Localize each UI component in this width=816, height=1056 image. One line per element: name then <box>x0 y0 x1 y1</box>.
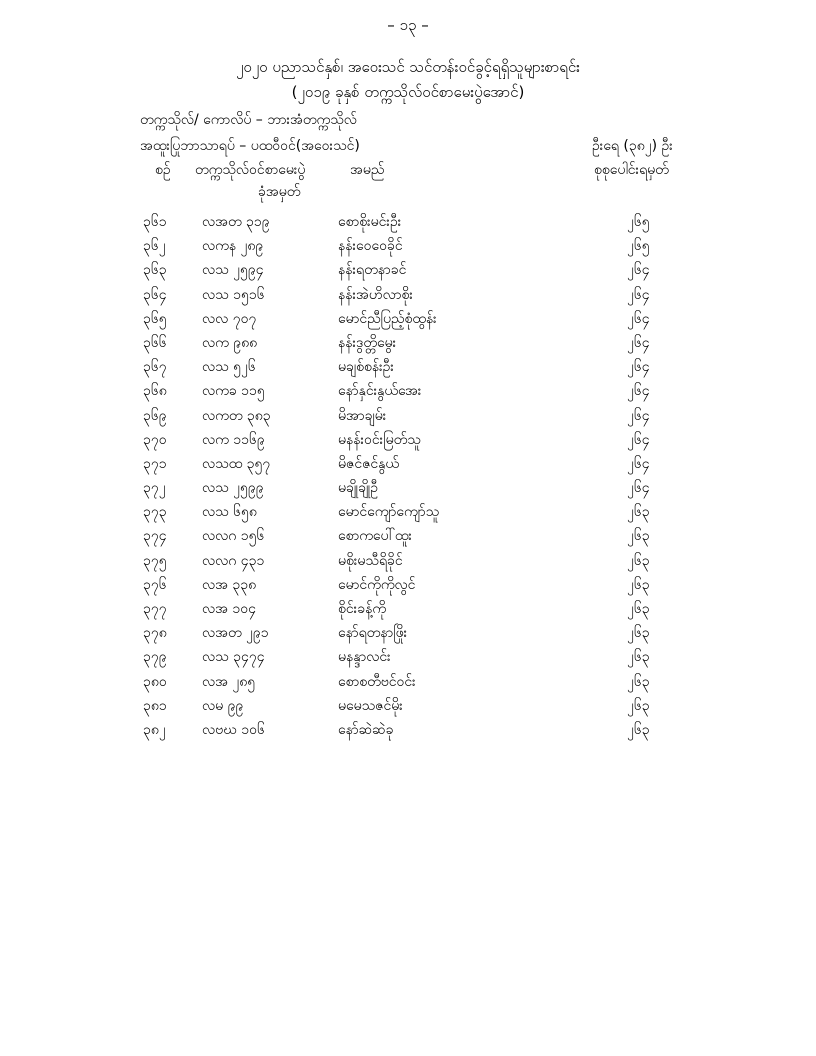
table-row <box>0 357 816 381</box>
header-serial: စဉ် <box>155 162 171 178</box>
row-roll-number: လလဂ ၄၃၁ <box>202 552 265 569</box>
row-score: ၂၆၄ <box>627 334 650 351</box>
table-row <box>0 551 816 575</box>
row-name: မောင်ကျော်ကျော်သူ <box>338 504 440 521</box>
row-serial: ၃၆၉ <box>143 407 167 424</box>
row-roll-number: လက ၉၈၈ <box>202 334 258 351</box>
row-name: မိဇင်ဇင်နွယ် <box>338 455 400 472</box>
row-name: နန်းရတနာခင် <box>338 262 407 279</box>
row-roll-number: လသ ၅၂၆ <box>202 359 256 376</box>
row-serial: ၃၇၇ <box>143 601 167 617</box>
row-serial: ၃၆၃ <box>143 262 167 279</box>
row-name: နော်ရတနာဖြိုး <box>338 625 408 642</box>
row-score: ၂၆၄ <box>627 431 650 448</box>
table-row <box>0 381 816 405</box>
row-score: ၂၆၄ <box>627 407 650 424</box>
row-name: စောစိုးမင်းဦး <box>338 214 402 230</box>
department-line: အထူးပြုဘာသာရပ် – ပထဝီဝင်(အဝေးသင်) <box>140 138 360 154</box>
row-score: ၂၆၃ <box>627 673 650 690</box>
row-roll-number: လကတ ၃၈၃ <box>202 407 271 424</box>
row-roll-number: လလ ၇၀၇ <box>202 310 257 327</box>
row-serial: ၃၆၁ <box>143 214 167 230</box>
row-roll-number: လသ ၂၅၉၉ <box>202 480 264 497</box>
results-list <box>0 212 816 744</box>
table-row <box>0 236 816 260</box>
row-serial: ၃၇၈ <box>143 625 167 642</box>
row-serial: ၃၇၀ <box>143 431 167 448</box>
document-subtitle: (၂၀၁၉ ခုနှစ် တက္ကသိုလ်ဝင်စာမေးပွဲအောင်) <box>291 83 525 101</box>
table-row <box>0 285 816 309</box>
row-name: နော်ဆဲဆဲခု <box>338 721 394 738</box>
row-serial: ၃၆၈ <box>143 383 167 400</box>
row-score: ၂၆၃ <box>627 576 650 593</box>
row-serial: ၃၆၅ <box>143 310 167 327</box>
row-serial: ၃၇၂ <box>143 480 166 497</box>
row-roll-number: လအတ ၃၁၉ <box>202 214 270 230</box>
row-serial: ၃၆၄ <box>143 286 167 303</box>
page-number: – ၁၃ – <box>387 16 429 34</box>
row-serial: ၃၆၂ <box>143 238 166 255</box>
row-serial: ၃၆၆ <box>143 334 167 351</box>
row-roll-number: လသ ၃၄၇၄ <box>202 649 265 666</box>
row-name: နော်နှင်းနွယ်အေး <box>338 383 422 400</box>
row-score: ၂၆၄ <box>627 455 650 472</box>
row-roll-number: လအတ ၂၉၁ <box>202 625 269 642</box>
row-score: ၂၆၄ <box>627 480 650 497</box>
row-roll-number: လသ ၁၅၁၆ <box>202 286 265 303</box>
row-roll-number: လသ ၂၅၉၄ <box>202 262 264 279</box>
table-row <box>0 720 816 744</box>
document-title: ၂၀၂၀ ပညာသင်နှစ်၊ အဝေးသင် သင်တန်းဝင်ခွင့်ရရှိသူများစာရင်း <box>236 58 580 76</box>
table-row <box>0 526 816 550</box>
row-roll-number: လသ ၆၅၈ <box>202 504 257 521</box>
row-score: ၂၆၅ <box>627 238 650 255</box>
row-score: ၂၆၃ <box>627 552 650 569</box>
row-serial: ၃၇၄ <box>143 528 167 545</box>
row-name: မိအာချမ်း <box>338 407 387 424</box>
row-score: ၂၆၃ <box>627 721 650 738</box>
row-roll-number: လအ ၃၃၈ <box>202 576 257 593</box>
row-roll-number: လကခ ၁၁၅ <box>202 383 265 400</box>
row-score: ၂၆၅ <box>627 214 650 230</box>
row-score: ၂၆၃ <box>627 528 650 545</box>
table-row <box>0 406 816 430</box>
row-roll-number: လအ ၂၈၅ <box>202 673 256 690</box>
row-score: ၂၆၃ <box>627 649 650 666</box>
row-serial: ၃၇၆ <box>143 576 167 593</box>
row-serial: ၃၇၃ <box>143 504 167 521</box>
row-name: မနန္ဒာလင်း <box>338 649 391 666</box>
header-roll-number-line2: ခုံအမှတ် <box>258 184 301 200</box>
row-roll-number: လမ ၉၉ <box>202 697 244 714</box>
table-row <box>0 647 816 671</box>
table-row <box>0 430 816 454</box>
row-score: ၂၆၄ <box>627 310 650 327</box>
table-row <box>0 212 816 236</box>
table-row <box>0 672 816 696</box>
table-row <box>0 623 816 647</box>
row-name: မမေသဇင်မိုး <box>338 697 403 714</box>
row-roll-number: လလဂ ၁၅၆ <box>202 528 265 545</box>
university-line: တက္ကသိုလ်/ ကောလိပ် – ဘားအံတက္ကသိုလ် <box>140 112 357 128</box>
row-name: နန်းဒွတ္တိမွေး <box>338 334 397 351</box>
row-roll-number: လဗဃ ၁၀၆ <box>202 721 265 738</box>
row-serial: ၃၇၁ <box>143 455 167 472</box>
row-score: ၂၆၃ <box>627 504 650 521</box>
table-row <box>0 454 816 478</box>
header-roll-number: တက္ကသိုလ်ဝင်စာမေးပွဲ <box>195 162 306 178</box>
header-name: အမည် <box>350 162 385 178</box>
row-score: ၂၆၃ <box>627 697 650 714</box>
row-roll-number: လသထ ၃၅၇ <box>202 455 271 472</box>
row-serial: ၃၇၅ <box>143 552 167 569</box>
row-roll-number: လက ၁၁၆၉ <box>202 431 265 448</box>
table-row <box>0 599 816 623</box>
row-serial: ၃၇၉ <box>143 649 167 666</box>
row-name: စောစတီဗင်ဝင်း <box>338 673 416 690</box>
table-row <box>0 333 816 357</box>
table-row <box>0 696 816 720</box>
row-name: မောင်ကိုကိုလွင် <box>338 576 416 593</box>
row-name: နန်းအဲဟိလာစိုး <box>338 286 413 303</box>
table-row <box>0 309 816 333</box>
total-count: ဦးရေ (၃၈၂) ဦး <box>592 138 673 154</box>
row-score: ၂၆၃ <box>627 625 650 642</box>
row-score: ၂၆၄ <box>627 286 650 303</box>
row-name: မောင်ညီပြည့်စုံထွန်း <box>338 310 437 327</box>
row-score: ၂၆၃ <box>627 601 650 617</box>
row-name: မစိုးမသီရိခိုင် <box>338 552 403 569</box>
table-row <box>0 260 816 284</box>
row-serial: ၃၆၇ <box>143 359 167 376</box>
row-name: နန်းဝေဝေခိုင် <box>338 238 403 255</box>
row-name: မနန်းဝင်းမြတ်သူ <box>338 431 421 448</box>
table-row <box>0 502 816 526</box>
row-score: ၂၆၄ <box>627 262 650 279</box>
row-name: စောကပေါ်ထူး <box>338 528 412 545</box>
row-serial: ၃၈၁ <box>143 697 167 714</box>
table-row <box>0 478 816 502</box>
row-name: မချစ်စန်းဦး <box>338 359 394 376</box>
row-serial: ၃၈၂ <box>143 721 166 738</box>
row-roll-number: လအ ၁၀၄ <box>202 601 257 617</box>
row-name: စိုင်းခန့်ကို <box>338 601 387 617</box>
row-name: မချိုချိုဦ <box>338 480 378 497</box>
row-roll-number: လကန ၂၈၉ <box>202 238 264 255</box>
row-serial: ၃၈၀ <box>143 673 167 690</box>
row-score: ၂၆၄ <box>627 359 650 376</box>
row-score: ၂၆၄ <box>627 383 650 400</box>
header-total-score: စုစုပေါင်းရမှတ် <box>594 162 669 178</box>
table-row <box>0 575 816 599</box>
